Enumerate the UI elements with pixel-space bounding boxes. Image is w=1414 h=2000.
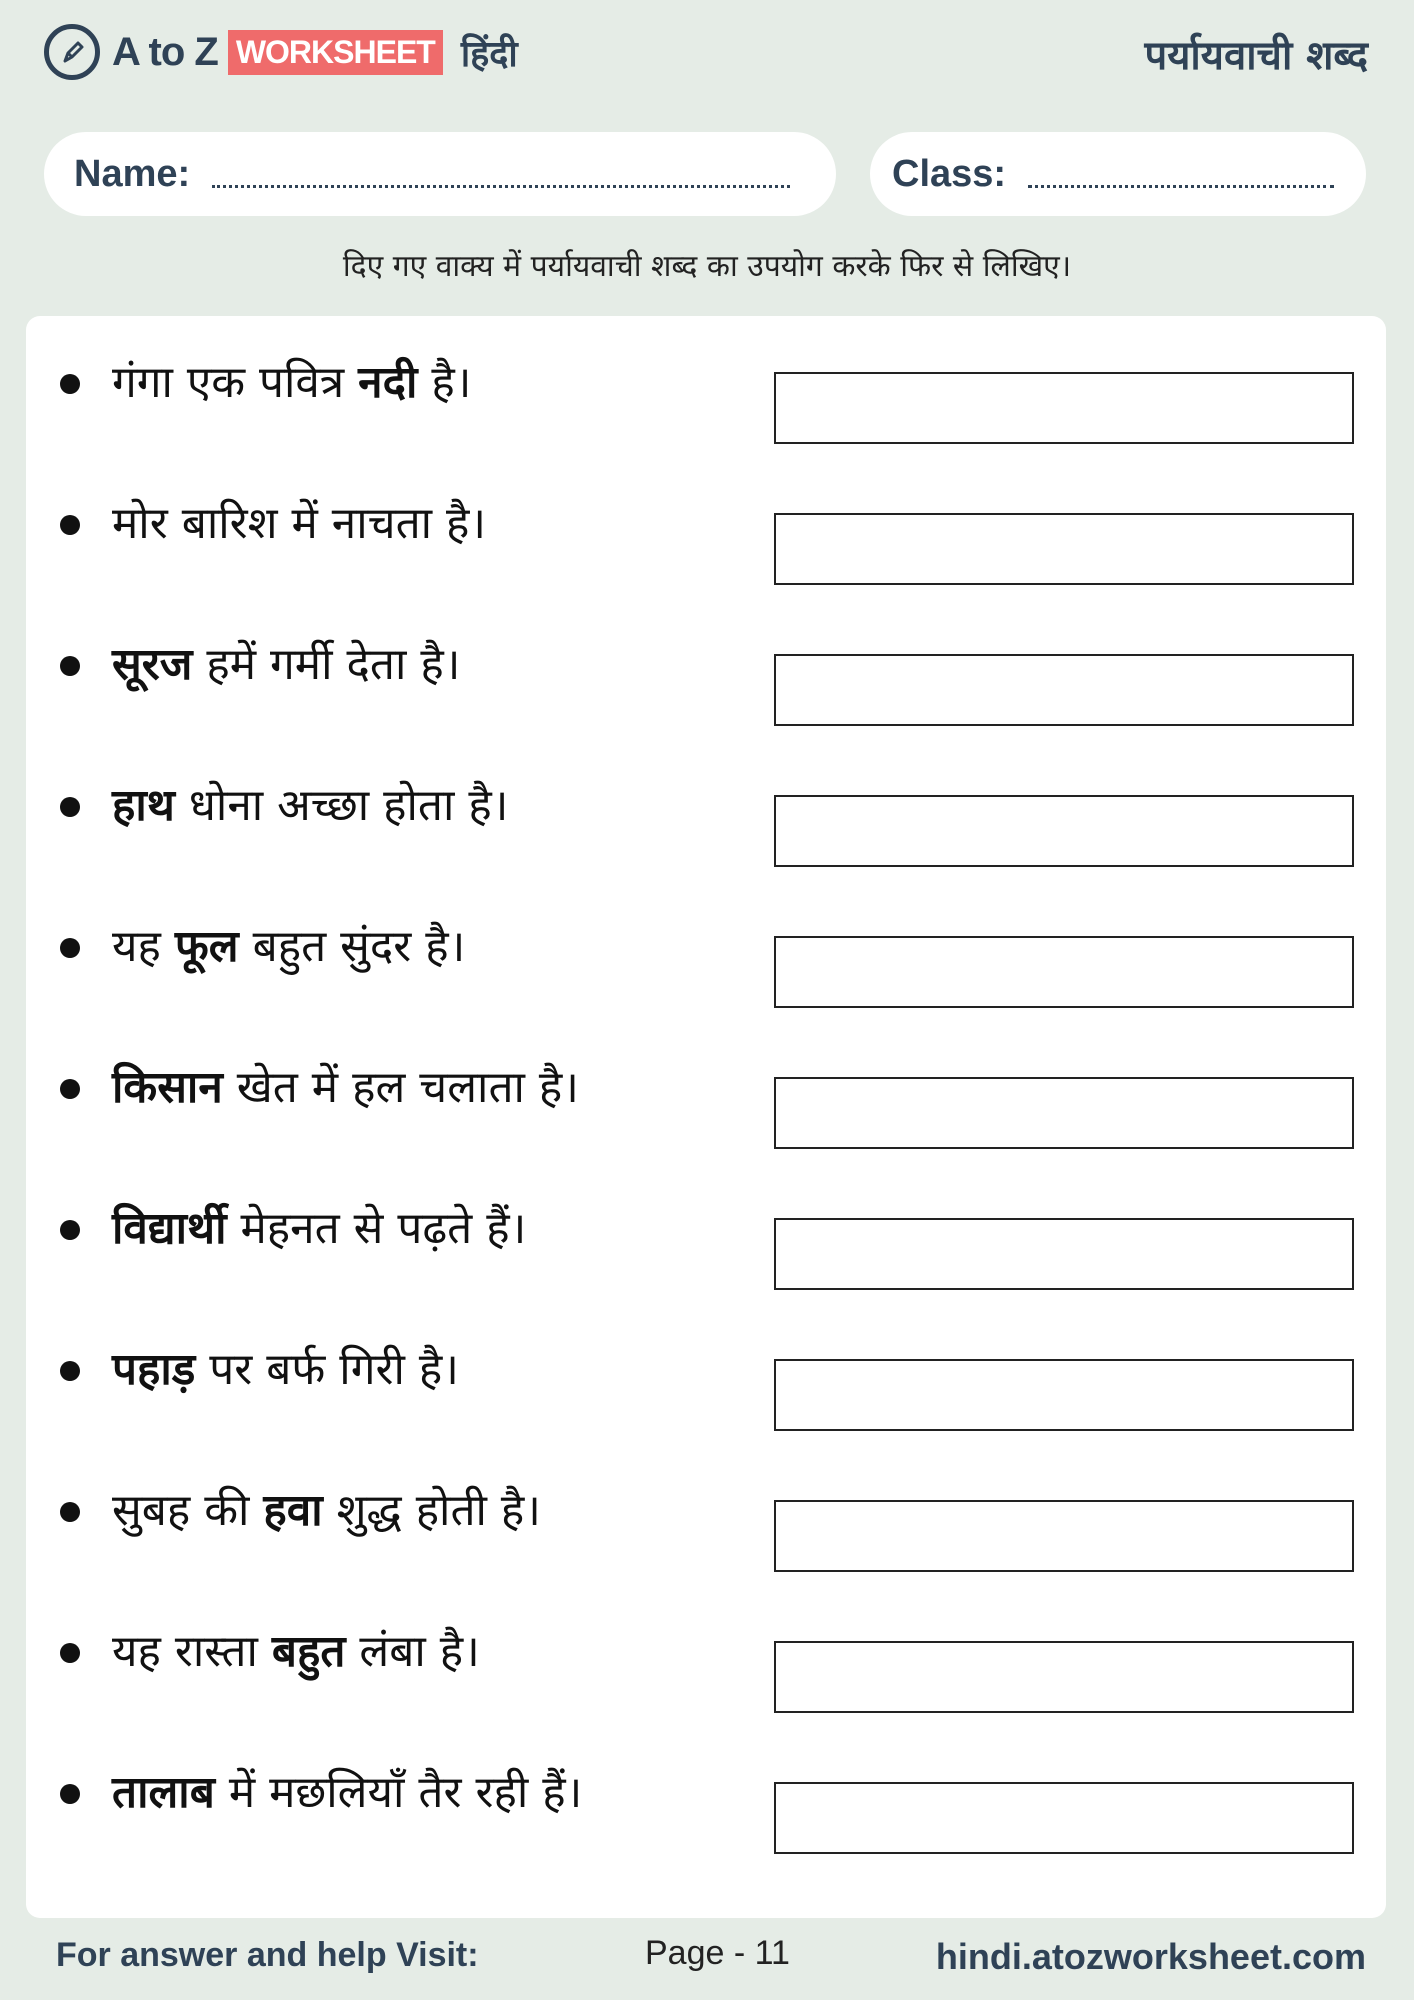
question-sentence: हाथ धोना अच्छा होता है। xyxy=(112,780,509,831)
logo-text: A to Z xyxy=(112,29,218,74)
answer-box[interactable] xyxy=(774,1218,1354,1290)
website-link[interactable]: hindi.atozworksheet.com xyxy=(935,1936,1366,1977)
question-sentence: तालाब में मछलियाँ तैर रही हैं। xyxy=(112,1767,583,1818)
question-row xyxy=(26,1303,1386,1444)
bullet xyxy=(60,515,80,535)
answer-box[interactable] xyxy=(774,654,1354,726)
bullet xyxy=(60,656,80,676)
question-sentence: मोर बारिश में नाचता है। xyxy=(112,498,487,549)
question-row xyxy=(26,1726,1386,1867)
pen-icon xyxy=(44,24,100,80)
logo-language: हिंदी xyxy=(460,33,518,75)
name-line[interactable] xyxy=(212,185,790,188)
answer-box[interactable] xyxy=(774,936,1354,1008)
answer-box[interactable] xyxy=(774,1500,1354,1572)
question-row xyxy=(26,1585,1386,1726)
worksheet-topic: पर्यायवाची शब्द xyxy=(1144,33,1368,79)
questions-card xyxy=(26,316,1386,1918)
answer-box[interactable] xyxy=(774,1782,1354,1854)
instruction-text: दिए गए वाक्य में पर्यायवाची शब्द का उपयोग करके फिर से लिखिए। xyxy=(342,249,1072,284)
question-row xyxy=(26,1444,1386,1585)
bullet xyxy=(60,1784,80,1804)
question-sentence: गंगा एक पवित्र नदी है। xyxy=(112,357,472,408)
answer-box[interactable] xyxy=(774,795,1354,867)
bullet xyxy=(60,797,80,817)
answer-box[interactable] xyxy=(774,1359,1354,1431)
bullet xyxy=(60,1079,80,1099)
class-line[interactable] xyxy=(1028,185,1334,188)
question-sentence: सूरज हमें गर्मी देता है। xyxy=(112,639,461,690)
worksheet-header xyxy=(0,0,1414,110)
bullet xyxy=(60,938,80,958)
class-field[interactable] xyxy=(870,132,1366,216)
bullet xyxy=(60,1361,80,1381)
logo-badge: WORKSHEET xyxy=(228,30,443,75)
question-sentence: यह रास्ता बहुत लंबा है। xyxy=(112,1626,480,1677)
logo xyxy=(44,24,518,80)
bullet xyxy=(60,1220,80,1240)
question-sentence: किसान खेत में हल चलाता है। xyxy=(112,1062,579,1113)
question-sentence: विद्यार्थी मेहनत से पढ़ते हैं। xyxy=(112,1203,527,1254)
page-number: Page - 11 xyxy=(645,1934,790,1972)
name-field[interactable] xyxy=(44,132,836,216)
question-sentence: पहाड़ पर बर्फ गिरी है। xyxy=(112,1344,459,1395)
bullet xyxy=(60,374,80,394)
name-label: Name: xyxy=(74,152,191,195)
question-row xyxy=(26,739,1386,880)
worksheet-footer xyxy=(0,1930,1414,1980)
question-row xyxy=(26,1021,1386,1162)
answer-box[interactable] xyxy=(774,513,1354,585)
help-text: For answer and help Visit: xyxy=(56,1936,479,1974)
question-row xyxy=(26,1162,1386,1303)
question-sentence: यह फूल बहुत सुंदर है। xyxy=(112,921,466,972)
bullet xyxy=(60,1502,80,1522)
question-row xyxy=(26,457,1386,598)
question-row xyxy=(26,598,1386,739)
answer-box[interactable] xyxy=(774,1077,1354,1149)
question-row xyxy=(26,880,1386,1021)
class-label: Class: xyxy=(892,152,1007,195)
answer-box[interactable] xyxy=(774,1641,1354,1713)
bullet xyxy=(60,1643,80,1663)
answer-box[interactable] xyxy=(774,372,1354,444)
question-row xyxy=(26,316,1386,457)
question-sentence: सुबह की हवा शुद्ध होती है। xyxy=(112,1485,541,1536)
